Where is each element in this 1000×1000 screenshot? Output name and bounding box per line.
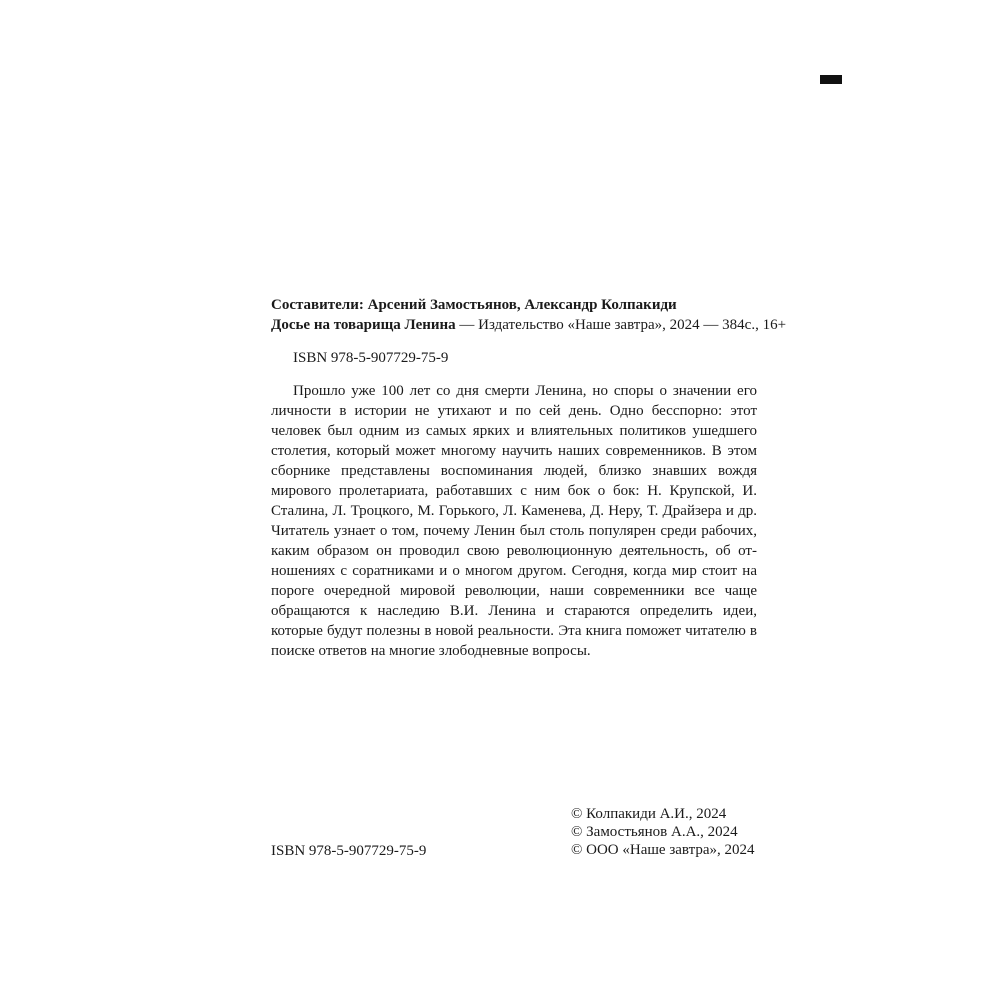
isbn-bottom: ISBN 978-5-907729-75-9 [271, 843, 427, 859]
copyright-block [571, 805, 755, 859]
publication-details: — Издательство «Наше завтра», 2024 — 384с., 16+ [455, 317, 787, 333]
copyright-line: © ООО «Наше завтра», 2024 [571, 842, 755, 858]
copyright-line: © Колпакиди А.И., 2024 [571, 806, 727, 822]
publication-line [271, 315, 787, 335]
imprint-block [271, 295, 787, 676]
page-corner-marker [820, 75, 842, 84]
book-title: Досье на товарища Ленина [271, 317, 456, 333]
isbn-top: ISBN 978-5-907729-75-9 [293, 350, 449, 366]
copyright-line: © Замостьянов А.А., 2024 [571, 824, 738, 840]
annotation-paragraph: Прошло уже 100 лет со дня смерти Ленина, но споры о значении его личности в истории не утихают и по сей день. Одно бесспорно: этот человек был одним из самых ярких и влиятельных политиков ушедшего столетия, который может многому научить наших современников. В этом сборнике представлены воспоминания людей, близко знавших вождя мирового пролетариата, работавших с ним бок о бок: Н. Крупской, И. Сталина, Л. Троцкого, М. Горького, Л. Каменева, Д. Неру, Т. Драйзера и др. Читатель узнает о том, почему Ленин был столь популярен среди рабочих, каким образом он проводил свою революционную деятельность, об отношениях с соратниками и о многом другом. Сегодня, когда мир стоит на пороге очередной мировой революции, наши современники все чаще обращаются к наследию В.И. Ленина и стараются определить идеи, которые будут полезны в новой реальности. Эта книга поможет читателю в поиске ответов на многие злободневные вопросы. [271, 383, 757, 659]
compilers-line: Составители: Арсений Замостьянов, Александр Колпакиди [271, 297, 677, 313]
